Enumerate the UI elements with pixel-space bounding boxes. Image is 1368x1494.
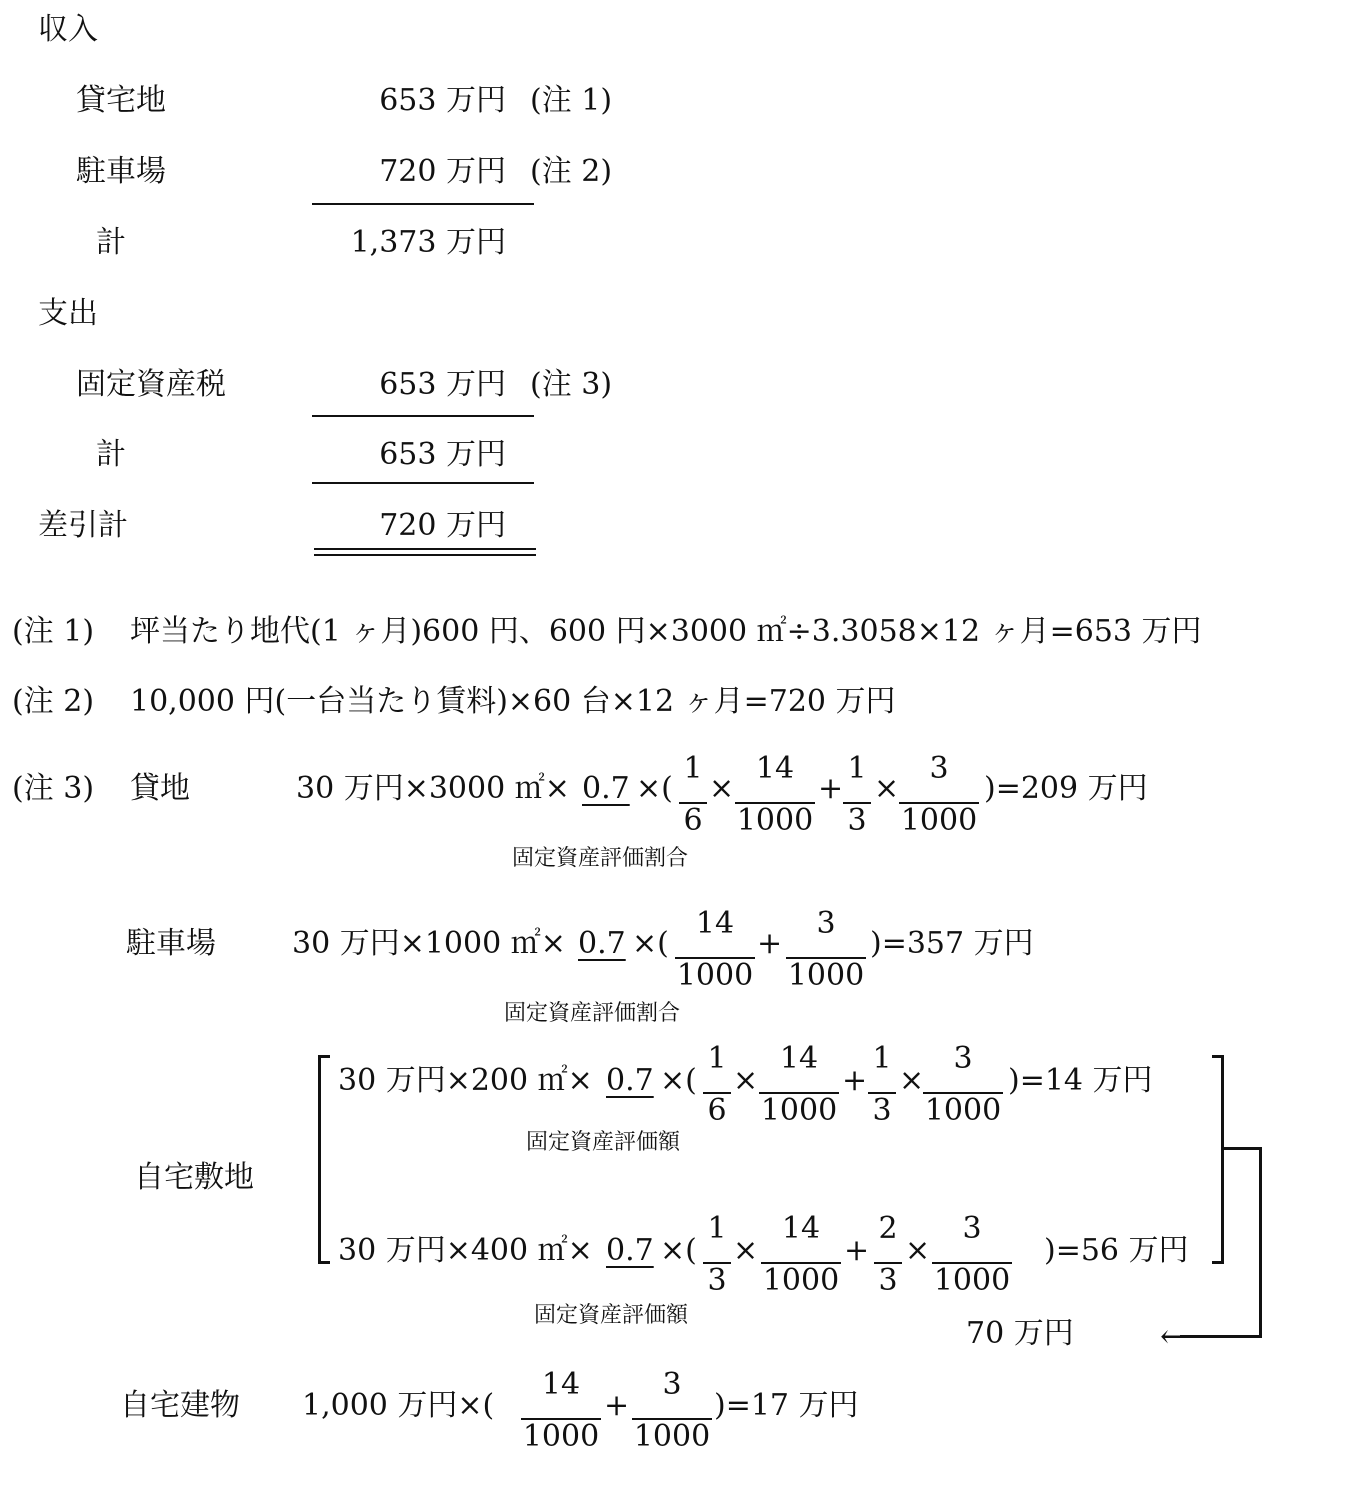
fraction-denominator: 1000 <box>900 803 978 838</box>
income-total-label: 計 <box>96 225 126 260</box>
fraction-denominator: 3 <box>707 1263 727 1298</box>
home-land-row1-result: )=14 万円 <box>1008 1063 1153 1098</box>
times-sign: × <box>899 1063 925 1098</box>
fraction-numerator: 3 <box>953 1041 973 1076</box>
net-double-rule <box>314 548 536 556</box>
home-land-sum: 70 万円 <box>966 1316 1074 1351</box>
note1-text: 坪当たり地代(1 ヶ月)600 円、600 円×3000 ㎡÷3.3058×12 ヶ月=653 万円 <box>130 614 1202 649</box>
kashichi-open-paren: ×( <box>636 771 673 806</box>
parking-prefix: 30 万円×1000 ㎡× <box>292 926 566 961</box>
home-building-result: )=17 万円 <box>714 1388 859 1423</box>
fraction-numerator: 3 <box>929 751 949 786</box>
net-amount: 720 万円 <box>379 508 506 543</box>
home-land-label: 自宅敷地 <box>134 1160 254 1195</box>
left-bracket <box>318 1055 321 1264</box>
expense-heading: 支出 <box>38 296 98 331</box>
fraction-denominator: 3 <box>847 803 867 838</box>
income-row-amount: 720 万円 <box>379 154 506 189</box>
left-bracket-top <box>318 1055 330 1058</box>
income-row-amount: 653 万円 <box>379 83 506 118</box>
fraction-denominator: 3 <box>878 1263 898 1298</box>
fraction-denominator: 6 <box>707 1093 727 1128</box>
home-land-row1-prefix: 30 万円×200 ㎡× <box>338 1063 593 1098</box>
fraction-numerator: 14 <box>755 751 795 786</box>
fraction-numerator: 3 <box>662 1367 682 1402</box>
fraction-denominator: 1000 <box>522 1419 600 1454</box>
fraction-numerator: 3 <box>962 1211 982 1246</box>
parking-caption: 固定資産評価割合 <box>504 1001 681 1026</box>
plus-sign: + <box>757 926 783 961</box>
home-land-row2-result: )=56 万円 <box>1044 1233 1189 1268</box>
arrow-left-icon: ← <box>1160 1317 1187 1355</box>
plus-sign: + <box>604 1388 630 1423</box>
home-building-label: 自宅建物 <box>120 1388 240 1423</box>
fraction-denominator: 1000 <box>760 1093 838 1128</box>
net-label: 差引計 <box>38 508 128 543</box>
income-row-label: 駐車場 <box>76 154 166 189</box>
home-building-prefix: 1,000 万円×( <box>302 1388 495 1423</box>
income-row-label: 貸宅地 <box>76 83 166 118</box>
fraction-numerator: 14 <box>781 1211 821 1246</box>
expense-total-amount: 653 万円 <box>379 437 506 472</box>
plus-sign: + <box>842 1063 868 1098</box>
kashichi-label: 貸地 <box>130 771 190 806</box>
fraction-denominator: 1000 <box>924 1093 1002 1128</box>
kashichi-result: )=209 万円 <box>984 771 1148 806</box>
fraction-numerator: 2 <box>878 1211 898 1246</box>
fraction-denominator: 1000 <box>787 958 865 993</box>
parking-label: 駐車場 <box>126 926 216 961</box>
parking-result: )=357 万円 <box>870 926 1034 961</box>
note2-text: 10,000 円(一台当たり賃料)×60 台×12 ヶ月=720 万円 <box>130 684 896 719</box>
income-total-amount: 1,373 万円 <box>350 225 506 260</box>
fraction-denominator: 1000 <box>633 1419 711 1454</box>
note1-label: (注 1) <box>12 614 95 649</box>
note3-label: (注 3) <box>12 771 95 806</box>
kashichi-rate: 0.7 <box>582 771 630 806</box>
income-subtotal-rule <box>312 203 534 205</box>
fraction-numerator: 1 <box>872 1041 892 1076</box>
expense-total-rule <box>312 482 534 484</box>
kashichi-prefix: 30 万円×3000 ㎡× <box>296 771 570 806</box>
home-land-row2-caption: 固定資産評価額 <box>534 1303 689 1328</box>
fraction-denominator: 3 <box>872 1093 892 1128</box>
fraction-denominator: 1000 <box>676 958 754 993</box>
right-bracket-bottom <box>1212 1261 1224 1264</box>
fraction-numerator: 1 <box>847 751 867 786</box>
times-sign: × <box>874 771 900 806</box>
fraction-numerator: 1 <box>683 751 703 786</box>
home-land-row2-rate: 0.7 <box>606 1233 654 1268</box>
expense-row-label: 固定資産税 <box>76 367 226 402</box>
home-land-row2-prefix: 30 万円×400 ㎡× <box>338 1233 593 1268</box>
expense-total-label: 計 <box>96 437 126 472</box>
expense-subtotal-rule <box>312 415 534 417</box>
income-row-note: (注 1) <box>530 83 613 118</box>
home-land-row1-open-paren: ×( <box>660 1063 697 1098</box>
times-sign: × <box>733 1233 759 1268</box>
sum-connector-bottom <box>1180 1335 1262 1338</box>
right-bracket <box>1221 1055 1224 1264</box>
home-land-row1-rate: 0.7 <box>606 1063 654 1098</box>
expense-row-amount: 653 万円 <box>379 367 506 402</box>
right-bracket-top <box>1212 1055 1224 1058</box>
fraction-denominator: 1000 <box>736 803 814 838</box>
fraction-numerator: 14 <box>541 1367 581 1402</box>
fraction-denominator: 1000 <box>762 1263 840 1298</box>
income-row-note: (注 2) <box>530 154 613 189</box>
times-sign: × <box>709 771 735 806</box>
fraction-denominator: 6 <box>683 803 703 838</box>
fraction-numerator: 14 <box>779 1041 819 1076</box>
parking-rate: 0.7 <box>578 926 626 961</box>
fraction-numerator: 14 <box>695 906 735 941</box>
parking-open-paren: ×( <box>632 926 669 961</box>
expense-row-note: (注 3) <box>530 367 613 402</box>
times-sign: × <box>905 1233 931 1268</box>
income-heading: 収入 <box>38 12 98 47</box>
fraction-denominator: 1000 <box>933 1263 1011 1298</box>
fraction-numerator: 1 <box>707 1211 727 1246</box>
fraction-numerator: 3 <box>816 906 836 941</box>
home-land-row2-open-paren: ×( <box>660 1233 697 1268</box>
plus-sign: + <box>844 1233 870 1268</box>
sum-connector-vertical <box>1259 1147 1262 1338</box>
times-sign: × <box>733 1063 759 1098</box>
fraction-numerator: 1 <box>707 1041 727 1076</box>
sum-connector-top <box>1224 1147 1262 1150</box>
left-bracket-bottom <box>318 1261 330 1264</box>
kashichi-caption: 固定資産評価割合 <box>512 846 689 871</box>
plus-sign: + <box>818 771 844 806</box>
note2-label: (注 2) <box>12 684 95 719</box>
home-land-row1-caption: 固定資産評価額 <box>526 1130 681 1155</box>
